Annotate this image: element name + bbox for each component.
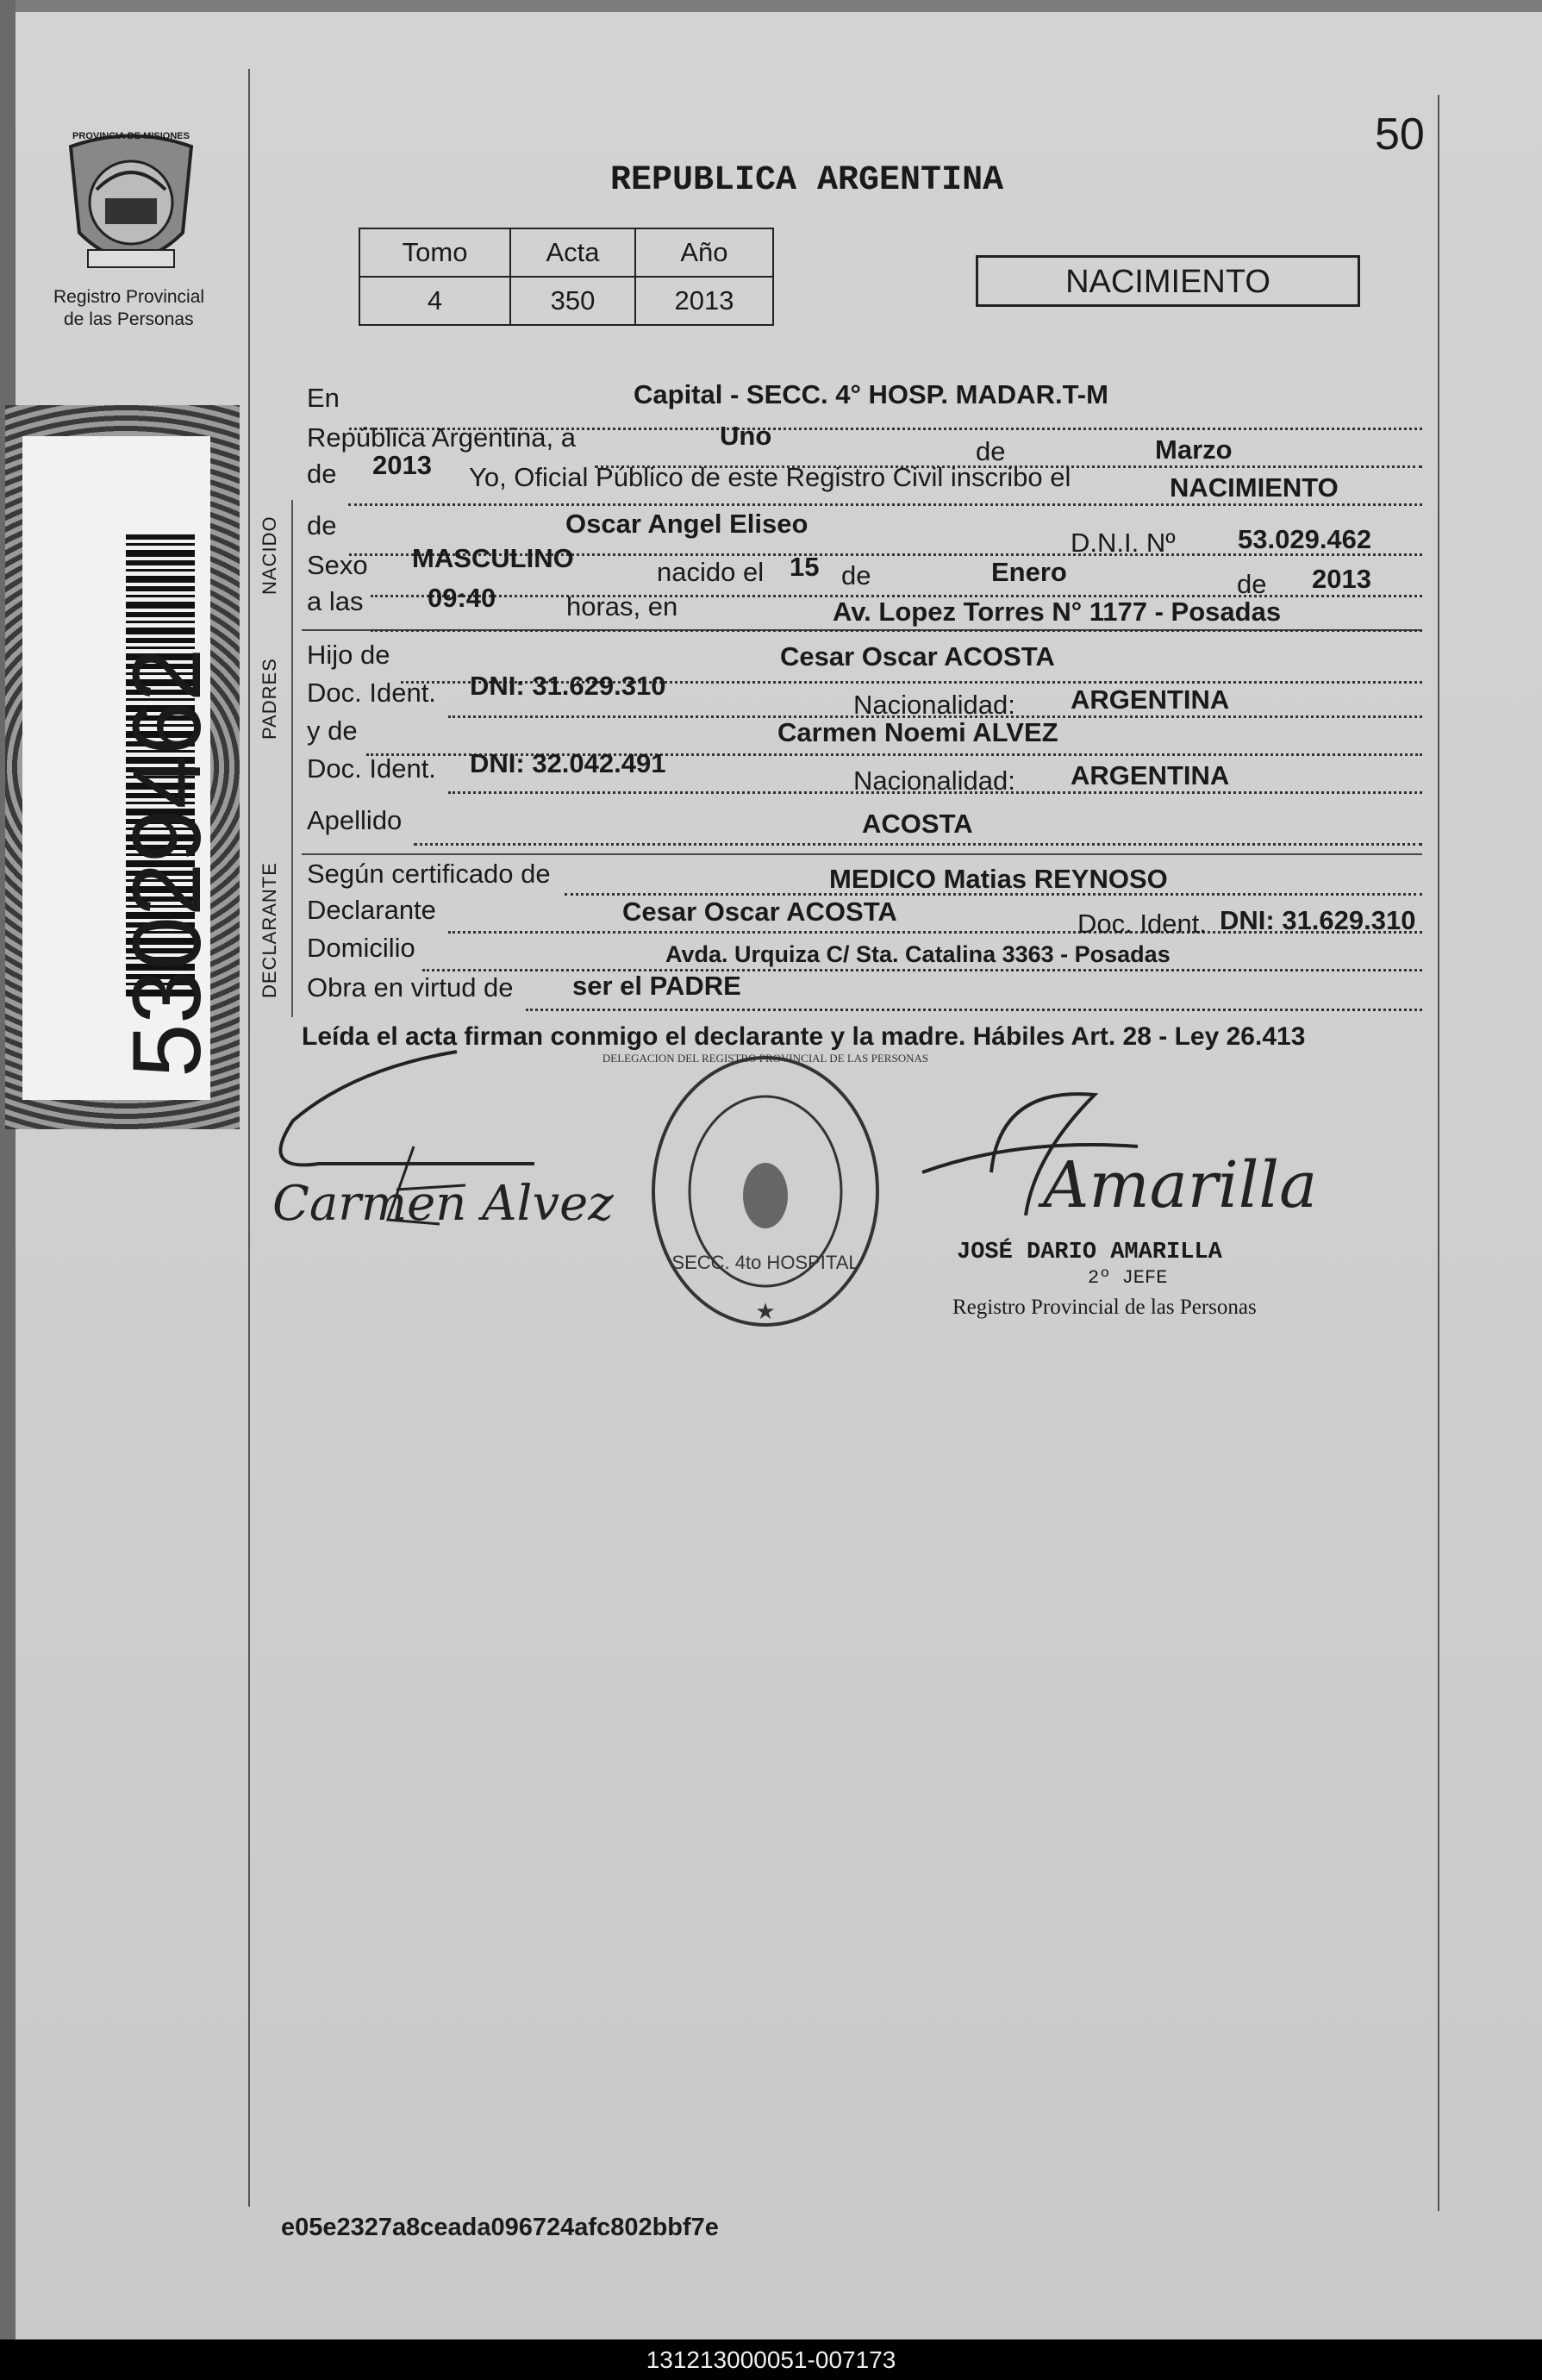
doc2-value: DNI: 32.042.491	[470, 748, 666, 778]
sexo-label: Sexo	[307, 550, 368, 580]
hijo-label: Hijo de	[307, 640, 390, 670]
domicilio-label: Domicilio	[307, 933, 415, 963]
footer-code: 131213000051-007173	[0, 2339, 1542, 2380]
mes-value: Marzo	[1155, 434, 1233, 465]
oficial-text: Yo, Oficial Público de este Registro Civil inscribo el	[469, 462, 1071, 492]
barcode-number: 53029462	[113, 647, 221, 1078]
domicilio-value: Avda. Urquiza C/ Sta. Catalina 3363 - Posadas	[665, 941, 1171, 967]
madre-value: Carmen Noemi ALVEZ	[777, 717, 1058, 747]
binding-edge	[0, 0, 16, 2339]
apellido-label: Apellido	[307, 805, 403, 835]
dotline-11	[414, 843, 1422, 846]
horas-label: horas, en	[566, 591, 678, 622]
document-hash: e05e2327a8ceada096724afc802bbf7e	[281, 2214, 719, 2241]
record-type-box	[976, 255, 1360, 307]
de-label: de	[976, 436, 1006, 466]
barcode-block	[5, 405, 240, 1129]
tomo-header: Tomo	[359, 228, 510, 277]
nac2-label: Nacionalidad:	[853, 765, 1015, 796]
record-type: NACIMIENTO	[1065, 264, 1270, 300]
nacido-mes: Enero	[991, 557, 1067, 587]
page-number: 50	[1375, 109, 1425, 159]
separator-declarante	[302, 853, 1422, 855]
sexo-value: MASCULINO	[412, 543, 574, 573]
misiones-crest-icon	[62, 129, 200, 284]
acta-value: 350	[510, 277, 635, 325]
left-margin-line	[248, 69, 250, 2207]
republica-label: República Argentina, a	[307, 422, 576, 453]
side-label-padres: PADRES	[259, 658, 280, 740]
dni-label: D.N.I. Nº	[1071, 528, 1176, 558]
official-signature-text: Amarilla	[1043, 1148, 1318, 1222]
madre-signature-text: Carmen Alvez	[272, 1176, 614, 1232]
logo-caption-line2: de las Personas	[64, 309, 194, 329]
right-margin-line	[1438, 95, 1439, 2211]
declarante-value: Cesar Oscar ACOSTA	[622, 896, 897, 927]
stamp-ring-text: DELEGACION DEL REGISTRO PROVINCIAL DE LAS PERSONAS	[602, 1052, 929, 1065]
doc2-label: Doc. Ident.	[307, 753, 436, 784]
obra-value: ser el PADRE	[572, 971, 741, 1001]
inscripcion-value: NACIMIENTO	[1170, 472, 1339, 503]
document-title: REPUBLICA ARGENTINA	[610, 161, 1004, 200]
padre-value: Cesar Oscar ACOSTA	[780, 641, 1055, 672]
dotline-6	[371, 629, 1422, 632]
closing-text: Leída el acta firman conmigo el declarante y la madre. Hábiles Art. 28 - Ley 26.413	[302, 1022, 1306, 1051]
anio-value: 2013	[635, 277, 773, 325]
anio-value: 2013	[372, 450, 432, 480]
tomo-value: 4	[359, 277, 510, 325]
madre-signature-icon	[267, 1043, 612, 1250]
nac1-value: ARGENTINA	[1071, 684, 1230, 715]
de5-label: de	[1237, 569, 1267, 599]
de2-label: de	[307, 459, 337, 489]
record-table	[359, 228, 774, 326]
nac2-value: ARGENTINA	[1071, 760, 1230, 790]
dni-value: 53.029.462	[1238, 524, 1372, 554]
official-signature-icon	[914, 1086, 1318, 1233]
hora-value: 09:40	[428, 583, 496, 613]
en-value: Capital - SECC. 4° HOSP. MADAR.T-M	[634, 379, 1108, 409]
alas-label: a las	[307, 586, 364, 616]
nacido-anio: 2013	[1312, 564, 1371, 594]
yde-label: y de	[307, 715, 358, 746]
apellido-value: ACOSTA	[862, 809, 973, 839]
nacido-label: nacido el	[657, 557, 765, 587]
official-title: 2º JEFE	[1088, 1267, 1168, 1289]
doc1-label: Doc. Ident.	[307, 678, 436, 708]
doc3-label: Doc. Ident.	[1077, 909, 1207, 939]
registry-stamp-icon	[602, 1045, 929, 1338]
nombre-value: Oscar Angel Eliseo	[565, 509, 808, 539]
logo-seal-text: PROVINCIA DE MISIONES	[72, 131, 190, 141]
anio-header: Año	[635, 228, 773, 277]
obra-label: Obra en virtud de	[307, 972, 514, 1003]
side-label-nacido: NACIDO	[259, 515, 280, 595]
dia-value: Uno	[720, 421, 772, 451]
doc3-value: DNI: 31.629.310	[1220, 905, 1416, 935]
de3-label: de	[307, 510, 337, 540]
dotline-3	[348, 503, 1422, 506]
acta-header: Acta	[510, 228, 635, 277]
dotline-15	[526, 1009, 1422, 1011]
official-office: Registro Provincial de las Personas	[952, 1296, 1257, 1319]
form-inner-line	[291, 500, 293, 1017]
official-name: JOSÉ DARIO AMARILLA	[957, 1240, 1222, 1265]
declarante-label: Declarante	[307, 895, 436, 925]
nac1-label: Nacionalidad:	[853, 690, 1015, 720]
stamp-center-text: SECC. 4to HOSPITAL	[671, 1252, 859, 1273]
certificado-label: Según certificado de	[307, 859, 551, 889]
stamp-star-icon: ★	[755, 1298, 776, 1324]
province-logo	[62, 129, 200, 284]
side-label-declarante: DECLARANTE	[259, 862, 280, 998]
certificado-value: MEDICO Matias REYNOSO	[829, 864, 1168, 894]
doc1-value: DNI: 31.629.310	[470, 671, 666, 701]
en-label: En	[307, 383, 340, 413]
nacido-dia: 15	[790, 552, 820, 582]
de4-label: de	[841, 560, 871, 590]
logo-caption-line1: Registro Provincial	[53, 287, 205, 307]
lugar-value: Av. Lopez Torres N° 1177 - Posadas	[833, 597, 1282, 627]
